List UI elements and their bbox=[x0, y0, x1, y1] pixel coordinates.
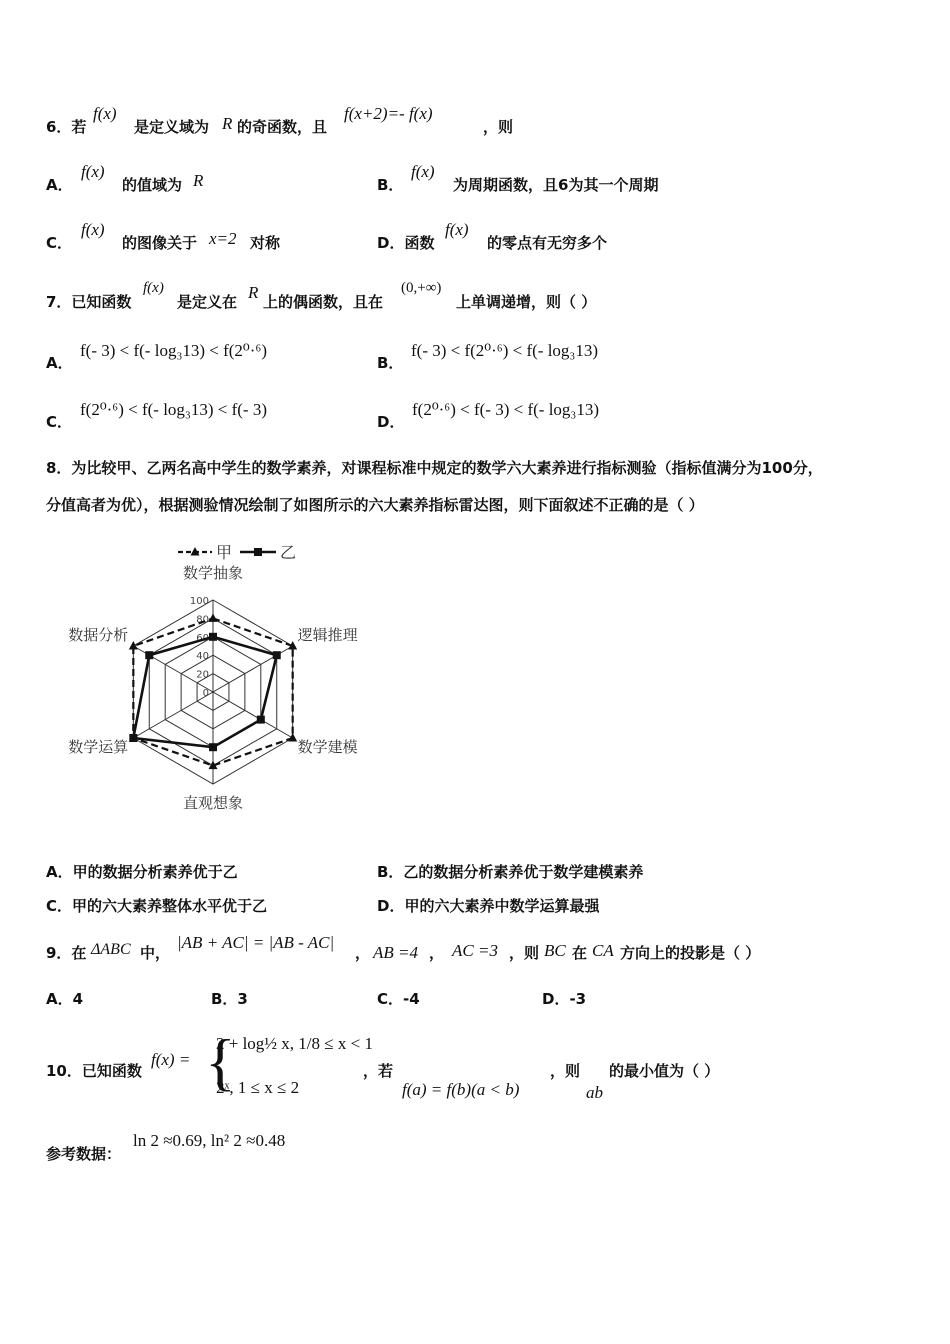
q7-options-ab bbox=[0, 338, 950, 372]
q7-option-c-label: C． bbox=[46, 413, 73, 431]
q9-text-2: ，则 bbox=[509, 944, 540, 962]
radar-spoke bbox=[133, 692, 213, 738]
q10-case-1: 2 + log½ x, 1/8 ≤ x < 1 bbox=[216, 1034, 373, 1053]
q7-options-cd bbox=[0, 397, 950, 431]
radar-tick-label: 60 bbox=[196, 632, 209, 644]
radar-axis-label: 逻辑推理 bbox=[297, 626, 358, 644]
q8-option-c: C．甲的六大素养整体水平优于乙 bbox=[46, 897, 268, 915]
reference-label: 参考数据： bbox=[46, 1145, 122, 1163]
q6-option-d-fx: f(x) bbox=[445, 220, 469, 239]
q6-option-c-fx: f(x) bbox=[81, 220, 105, 239]
radar-series-2-point bbox=[273, 651, 281, 659]
radar-series-2-point bbox=[257, 716, 265, 724]
radar-series-2-point bbox=[129, 734, 137, 742]
radar-axis-label: 数学抽象 bbox=[182, 564, 244, 582]
q7-fx: f(x) bbox=[143, 280, 164, 296]
radar-tick-label: 40 bbox=[196, 651, 209, 663]
radar-axis-label: 数学运算 bbox=[68, 738, 129, 756]
q7-text-3: 上单调递增，则（ ） bbox=[456, 293, 597, 311]
q8-stem-line-1: 8．为比较甲、乙两名高中学生的数学素养，对课程标准中规定的数学六大素养进行指标测验（指标值满分为100分， bbox=[46, 459, 823, 477]
q9-bc: BC bbox=[544, 941, 566, 960]
q9-option-a: A．4 bbox=[46, 990, 84, 1008]
q9-ca: CA bbox=[592, 941, 614, 960]
q6-options-ab bbox=[0, 162, 950, 192]
q10-condition: f(a) = f(b)(a < b) bbox=[402, 1080, 520, 1099]
radar-series-2-point bbox=[209, 743, 217, 751]
q6-option-b-text: 为周期函数，且6为其一个周期 bbox=[453, 176, 659, 194]
q6-then: ，则 bbox=[483, 118, 514, 136]
q7-text-2: 上的偶函数，且在 bbox=[263, 293, 384, 311]
q8-stem-line-2: 分值高者为优），根据测验情况绘制了如图所示的六大素养指标雷达图，则下面叙述不正确的是（ ） bbox=[46, 496, 704, 514]
q7-interval: (0,+∞) bbox=[401, 280, 442, 296]
q7-option-a-expr: f(- 3) < f(- log₃13) < f(2⁰·⁶) bbox=[80, 341, 267, 360]
q7-option-b-label: B． bbox=[377, 354, 404, 372]
q10-fx: f(x) = bbox=[151, 1050, 191, 1069]
q9-ac: AC =3 bbox=[452, 941, 498, 960]
q7-option-c-expr: f(2⁰·⁶) < f(- log₃13) < f(- 3) bbox=[80, 400, 267, 419]
radar-series-1-point bbox=[288, 733, 297, 742]
q9-sep: ， bbox=[429, 944, 445, 962]
q10-then: ，则 bbox=[550, 1062, 581, 1080]
q6-number: 6．若 bbox=[46, 118, 87, 136]
q9-stem bbox=[0, 930, 950, 960]
q9-condition: |AB + AC| = |AB - AC| bbox=[177, 933, 335, 952]
q6-option-c-text-2: 对称 bbox=[250, 234, 281, 252]
q6-text: 是定义域为 bbox=[134, 118, 210, 136]
q7-R: R bbox=[248, 283, 259, 302]
q6-R: R bbox=[222, 114, 233, 133]
legend-series-2-marker bbox=[254, 548, 262, 556]
q9-ab: AB =4 bbox=[373, 943, 418, 962]
radar-tick-label: 0 bbox=[202, 688, 209, 699]
q7-option-d-label: D． bbox=[377, 413, 405, 431]
q10-number: 10．已知函数 bbox=[46, 1062, 142, 1080]
radar-spoke bbox=[213, 692, 293, 738]
radar-series-1-point bbox=[209, 613, 218, 622]
q6-option-d-text: 的零点有无穷多个 bbox=[487, 234, 608, 252]
q9-option-d: D．-3 bbox=[542, 990, 587, 1008]
q9-comma: ， bbox=[355, 944, 371, 962]
q7-stem bbox=[0, 280, 950, 310]
q10-text-2: 的最小值为（ ） bbox=[609, 1062, 720, 1080]
q9-option-c: C．-4 bbox=[377, 990, 420, 1008]
q9-option-b: B．3 bbox=[211, 990, 248, 1008]
q7-text: 是定义在 bbox=[177, 293, 238, 311]
radar-axis-label: 数学建模 bbox=[297, 738, 358, 756]
q8-option-d: D．甲的六大素养中数学运算最强 bbox=[377, 897, 600, 915]
q8-option-b: B．乙的数据分析素养优于数学建模素养 bbox=[377, 863, 644, 881]
radar-chart bbox=[60, 535, 440, 825]
q6-option-a-R: R bbox=[193, 171, 204, 190]
legend-series-2-label: 乙 bbox=[280, 543, 297, 562]
q9-text-3: 在 bbox=[572, 944, 588, 962]
q6-option-b-label: B． bbox=[377, 176, 404, 194]
q7-option-b-expr: f(- 3) < f(2⁰·⁶) < f(- log₃13) bbox=[411, 341, 598, 360]
q10-ab: ab bbox=[586, 1083, 603, 1102]
q6-option-c-label: C． bbox=[46, 234, 73, 252]
q6-options-cd bbox=[0, 220, 950, 250]
q6-option-c-text: 的图像关于 bbox=[122, 234, 198, 252]
q9-text: 中， bbox=[140, 944, 171, 962]
legend-series-1-label: 甲 bbox=[216, 543, 233, 562]
q6-option-a-label: A． bbox=[46, 176, 73, 194]
q7-option-a-label: A． bbox=[46, 354, 73, 372]
q6-text-2: 的奇函数，且 bbox=[237, 118, 328, 136]
radar-tick-label: 80 bbox=[196, 614, 209, 626]
q6-condition: f(x+2)=- f(x) bbox=[344, 104, 433, 123]
q8-option-a: A．甲的数据分析素养优于乙 bbox=[46, 863, 238, 881]
radar-series-2-point bbox=[209, 633, 217, 641]
reference-data: ln 2 ≈0.69, ln² 2 ≈0.48 bbox=[133, 1131, 286, 1150]
q6-option-d-label: D．函数 bbox=[377, 234, 435, 252]
q10-text: ，若 bbox=[363, 1062, 394, 1080]
radar-tick-label: 100 bbox=[189, 596, 209, 607]
q6-fx: f(x) bbox=[93, 104, 117, 123]
q6-option-a-text: 的值域为 bbox=[122, 176, 183, 194]
radar-tick-label: 20 bbox=[196, 669, 209, 681]
q6-option-c-eq: x=2 bbox=[209, 229, 237, 248]
q9-triangle: ΔABC bbox=[91, 941, 131, 958]
q9-text-4: 方向上的投影是（ ） bbox=[620, 944, 761, 962]
q6-option-b-fx: f(x) bbox=[411, 162, 435, 181]
q9-number: 9．在 bbox=[46, 944, 87, 962]
q10-brace: { bbox=[205, 1026, 236, 1097]
q6-stem bbox=[0, 104, 950, 134]
radar-series-2-point bbox=[145, 651, 153, 659]
q10-case-2: 2ˣ, 1 ≤ x ≤ 2 bbox=[216, 1078, 300, 1097]
radar-axis-label: 直观想象 bbox=[182, 794, 244, 812]
q7-number: 7．已知函数 bbox=[46, 293, 132, 311]
q6-option-a-fx: f(x) bbox=[81, 162, 105, 181]
radar-axis-label: 数据分析 bbox=[68, 626, 129, 644]
q7-option-d-expr: f(2⁰·⁶) < f(- 3) < f(- log₃13) bbox=[412, 400, 599, 419]
